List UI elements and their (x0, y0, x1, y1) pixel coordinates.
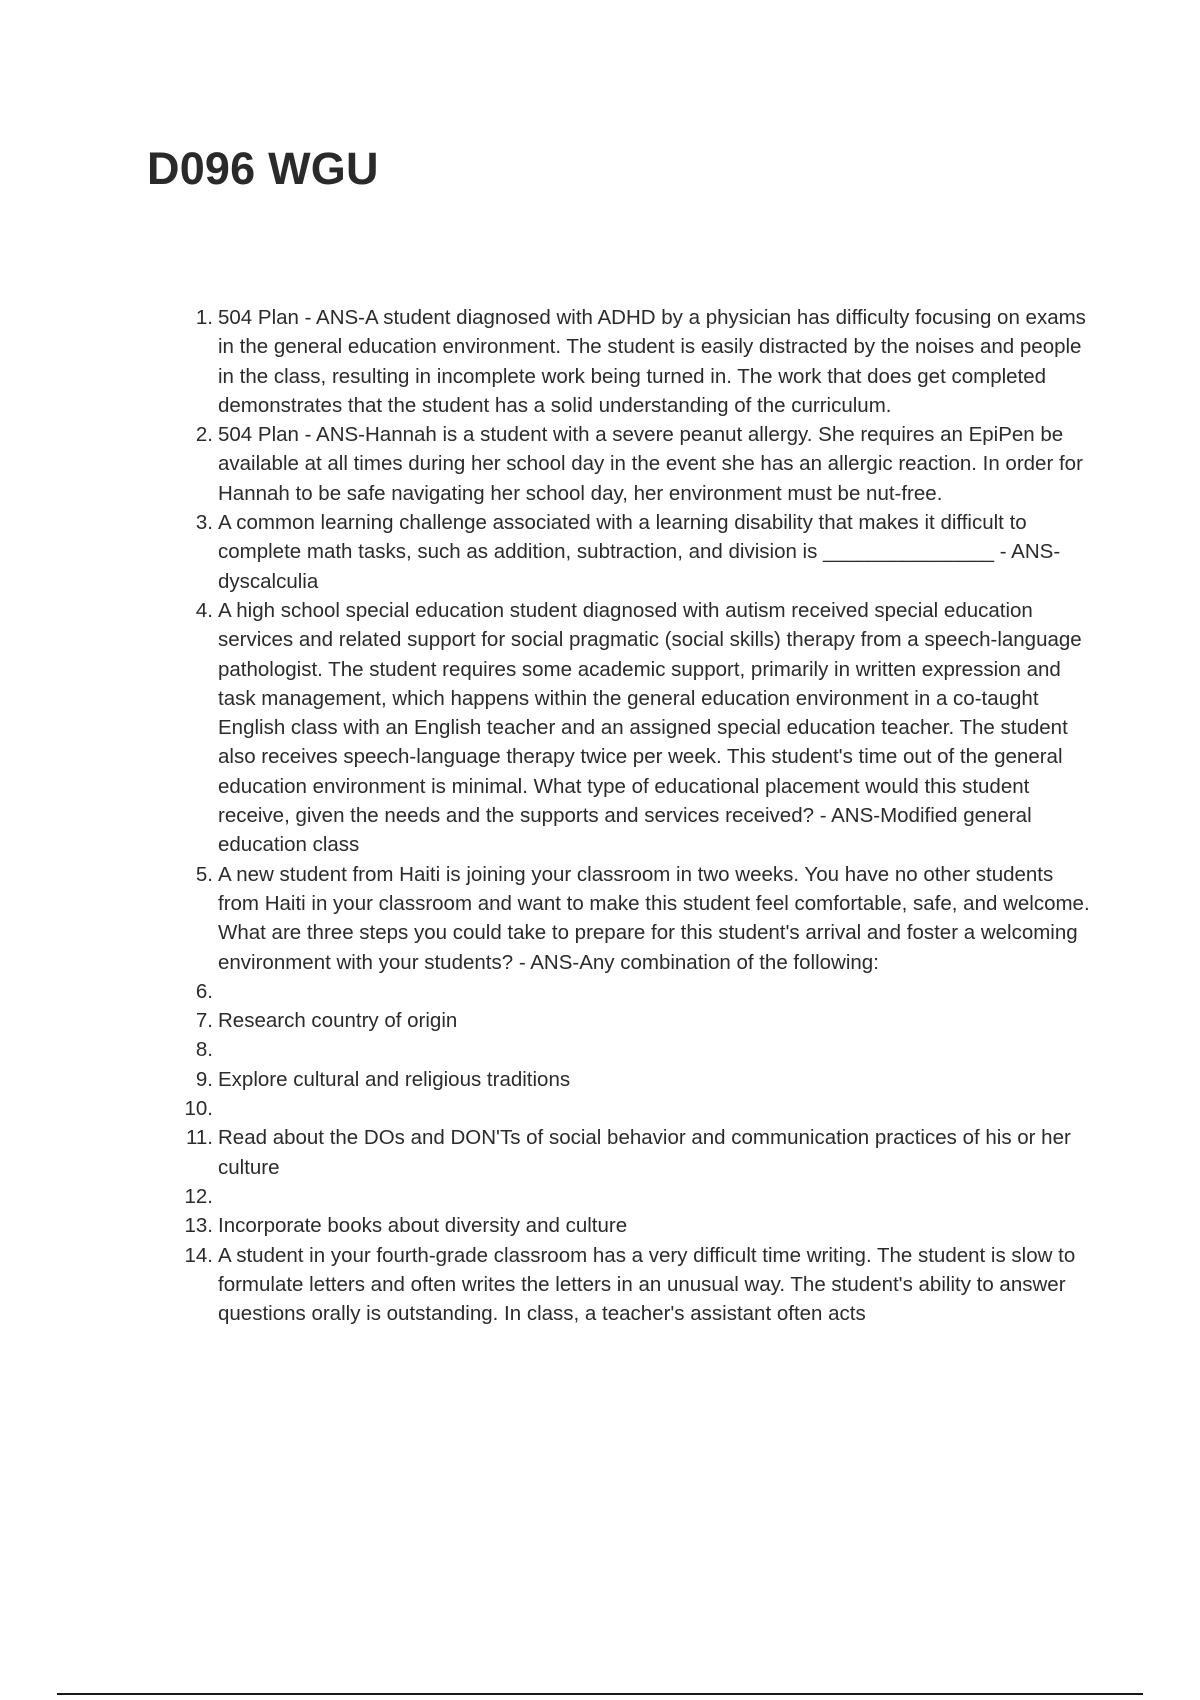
item-number: 14. (184, 1243, 213, 1267)
item-number: 10. (184, 1097, 213, 1121)
item-number: 2. (195, 423, 213, 447)
item-text: Explore cultural and religious traditions (218, 1067, 571, 1091)
item-text: Incorporate books about diversity and culture (218, 1214, 628, 1238)
list-item (0, 1035, 1200, 1064)
list-item (0, 1006, 1200, 1035)
list-item (0, 596, 1200, 860)
item-text: A common learning challenge associated with a learning disability that makes it difficult to complete math tasks, such as addition, subtraction, and division is _______________ - ANS-dyscalculia (218, 511, 1061, 593)
list-item (0, 1241, 1200, 1329)
item-number: 9. (195, 1067, 213, 1091)
item-text: 504 Plan - ANS-A student diagnosed with ADHD by a physician has difficulty focusing on exams in the general education environment. The student is easily distracted by the noises and people in the class, resulting in incomplete work being turned in. The work that does get completed demonstrates that the student has a solid understanding of the curriculum. (218, 306, 1086, 417)
list-item (0, 420, 1200, 508)
item-text: A high school special education student diagnosed with autism received special education services and related support for social pragmatic (social skills) therapy from a speech-language pathologist. The student requires some academic support, primarily in written expression and task management, which happens within the general education environment in a co-taught English class with an English teacher and an assigned special education teacher. The student also receives speech-language therapy twice per week. This student's time out of the general education environment is minimal. What type of educational placement would this student receive, given the needs and the supports and services received? - ANS-Modified general education class (218, 598, 1082, 857)
list-item (0, 977, 1200, 1006)
item-number: 4. (195, 598, 213, 622)
item-number: 7. (195, 1009, 213, 1033)
item-number: 5. (195, 862, 213, 886)
list-item (0, 303, 1200, 420)
list-item (0, 1211, 1200, 1240)
item-text: A student in your fourth-grade classroom has a very difficult time writing. The student is slow to formulate letters and often writes the letters in an unusual way. The student's ability to answer questions orally is outstanding. In class, a teacher's assistant often acts (218, 1243, 1076, 1326)
list-item (0, 1182, 1200, 1211)
item-text: A new student from Haiti is joining your classroom in two weeks. You have no other students from Haiti in your classroom and want to make this student feel comfortable, safe, and welcome. What are three steps you could take to prepare for this student's arrival and foster a welcoming environment with your students? - ANS-Any combination of the following: (218, 862, 1090, 974)
list-item (0, 1094, 1200, 1123)
item-number: 3. (195, 511, 213, 535)
item-number: 6. (195, 979, 213, 1003)
page-title: D096 WGU (147, 143, 379, 194)
item-number: 11. (186, 1126, 213, 1150)
list-item (0, 1123, 1200, 1182)
item-number: 1. (195, 306, 213, 329)
item-text: 504 Plan - ANS-Hannah is a student with a severe peanut allergy. She requires an EpiPen be available at all times during her school day in the event she has an allergic reaction. In order for Hannah to be safe navigating her school day, her environment must be nut-free. (218, 423, 1083, 505)
list-item (0, 860, 1200, 977)
item-text: Research country of origin (218, 1009, 458, 1033)
list-item (0, 508, 1200, 596)
item-number: 13. (184, 1214, 213, 1238)
item-text: Read about the DOs and DON'Ts of social behavior and communication practices of his or her culture (218, 1126, 1071, 1179)
item-number: 12. (184, 1184, 213, 1208)
list-item (0, 1065, 1200, 1094)
question-answer-list (0, 303, 1200, 1328)
item-number: 8. (195, 1038, 213, 1062)
page-bottom-divider (57, 1693, 1143, 1695)
